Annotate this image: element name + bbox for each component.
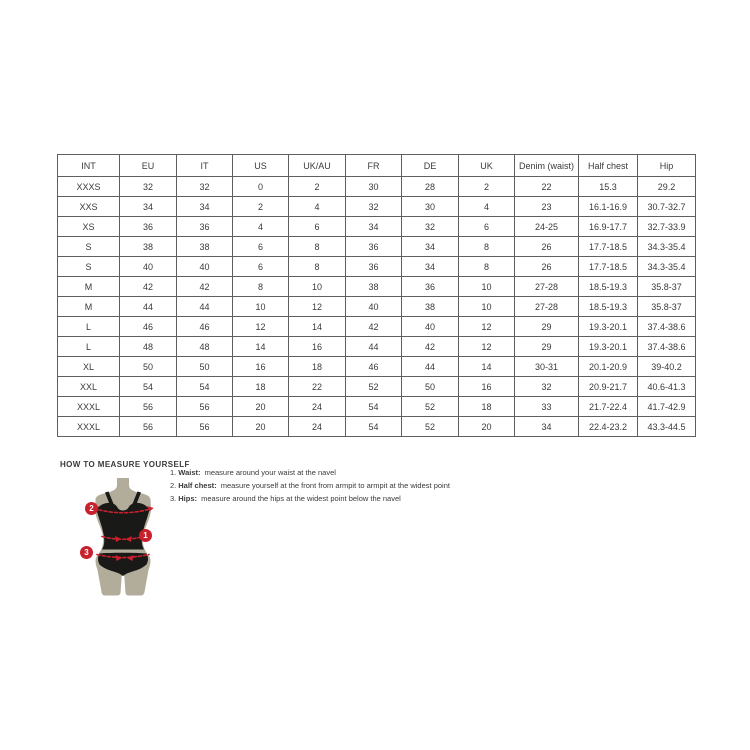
table-cell: 19.3-20.1	[579, 337, 638, 357]
mannequin-illustration	[70, 472, 170, 602]
table-cell: M	[58, 277, 120, 297]
table-cell: 38	[120, 237, 177, 257]
table-cell: 56	[120, 397, 177, 417]
step-number: 1.	[170, 468, 177, 477]
table-cell: 18	[459, 397, 515, 417]
table-cell: 54	[346, 417, 402, 437]
table-cell: 34	[346, 217, 402, 237]
column-header: FR	[346, 155, 402, 177]
table-cell: XXXL	[58, 397, 120, 417]
table-cell: 6	[233, 237, 289, 257]
table-cell: 12	[233, 317, 289, 337]
table-cell: 10	[459, 297, 515, 317]
table-cell: 16.9-17.7	[579, 217, 638, 237]
table-cell: 34	[177, 197, 233, 217]
table-row	[58, 357, 696, 377]
table-cell: 46	[120, 317, 177, 337]
table-cell: 40	[177, 257, 233, 277]
table-row	[58, 257, 696, 277]
measure-step-waist	[170, 469, 500, 478]
column-header: INT	[58, 155, 120, 177]
table-cell: 43.3-44.5	[638, 417, 696, 437]
table-cell: 8	[289, 257, 346, 277]
table-cell: 17.7-18.5	[579, 257, 638, 277]
step-number: 2.	[170, 481, 177, 491]
table-cell: 15.3	[579, 177, 638, 197]
table-cell: XS	[58, 217, 120, 237]
how-to-measure-heading: HOW TO MEASURE YOURSELF	[60, 460, 190, 469]
table-cell: 36	[346, 257, 402, 277]
table-cell: 35.8-37	[638, 297, 696, 317]
table-cell: 34	[515, 417, 579, 437]
table-row	[58, 197, 696, 217]
table-cell: 42	[177, 277, 233, 297]
table-cell: 20	[233, 397, 289, 417]
table-cell: 22	[515, 177, 579, 197]
table-cell: 2	[233, 197, 289, 217]
table-cell: 8	[459, 257, 515, 277]
table-cell: 27-28	[515, 297, 579, 317]
table-cell: 32.7-33.9	[638, 217, 696, 237]
table-cell: 30-31	[515, 357, 579, 377]
table-cell: 32	[402, 217, 459, 237]
table-cell: 2	[459, 177, 515, 197]
table-cell: 17.7-18.5	[579, 237, 638, 257]
size-chart-table	[57, 154, 696, 437]
column-header: IT	[177, 155, 233, 177]
table-cell: XXS	[58, 197, 120, 217]
table-cell: 23	[515, 197, 579, 217]
table-cell: 38	[346, 277, 402, 297]
table-cell: L	[58, 337, 120, 357]
table-cell: 34.3-35.4	[638, 257, 696, 277]
table-cell: 19.3-20.1	[579, 317, 638, 337]
table-row	[58, 237, 696, 257]
table-cell: 34.3-35.4	[638, 237, 696, 257]
table-cell: 44	[402, 357, 459, 377]
table-cell: XXL	[58, 377, 120, 397]
table-cell: 0	[233, 177, 289, 197]
column-header: Hip	[638, 155, 696, 177]
table-row	[58, 297, 696, 317]
table-cell: 38	[177, 237, 233, 257]
table-cell: 44	[346, 337, 402, 357]
column-header: DE	[402, 155, 459, 177]
table-cell: 6	[289, 217, 346, 237]
table-cell: 30.7-32.7	[638, 197, 696, 217]
table-cell: 54	[177, 377, 233, 397]
table-cell: 46	[177, 317, 233, 337]
table-cell: 20.1-20.9	[579, 357, 638, 377]
column-header: US	[233, 155, 289, 177]
table-cell: XXXL	[58, 417, 120, 437]
table-cell: 56	[177, 397, 233, 417]
table-cell: 2	[289, 177, 346, 197]
table-cell: 36	[402, 277, 459, 297]
table-cell: 18	[289, 357, 346, 377]
table-cell: XL	[58, 357, 120, 377]
table-cell: 35.8-37	[638, 277, 696, 297]
table-cell: 14	[289, 317, 346, 337]
step-number: 3.	[170, 494, 177, 504]
table-cell: 36	[120, 217, 177, 237]
table-cell: 6	[459, 217, 515, 237]
table-cell: 48	[120, 337, 177, 357]
table-cell: 40.6-41.3	[638, 377, 696, 397]
table-cell: 52	[346, 377, 402, 397]
table-cell: 27-28	[515, 277, 579, 297]
table-cell: 14	[233, 337, 289, 357]
table-row	[58, 417, 696, 437]
table-cell: 10	[459, 277, 515, 297]
table-cell: 8	[289, 237, 346, 257]
column-header: EU	[120, 155, 177, 177]
table-cell: 18.5-19.3	[579, 277, 638, 297]
table-row	[58, 277, 696, 297]
table-cell: 37.4-38.6	[638, 337, 696, 357]
table-cell: 10	[289, 277, 346, 297]
step-label: Hips:	[178, 494, 198, 504]
table-cell: 24	[289, 397, 346, 417]
table-cell: 44	[177, 297, 233, 317]
measure-step-half-chest	[170, 482, 500, 491]
table-row	[58, 377, 696, 397]
table-cell: 34	[402, 257, 459, 277]
table-cell: M	[58, 297, 120, 317]
step-label: Waist:	[178, 468, 201, 477]
table-cell: 40	[402, 317, 459, 337]
table-row	[58, 177, 696, 197]
table-cell: 16	[233, 357, 289, 377]
table-cell: 6	[233, 257, 289, 277]
table-cell: 34	[120, 197, 177, 217]
table-cell: 22.4-23.2	[579, 417, 638, 437]
table-cell: 32	[177, 177, 233, 197]
column-header: Half chest	[579, 155, 638, 177]
table-cell: 4	[289, 197, 346, 217]
chest-marker-badge: 2	[85, 502, 98, 515]
table-header-row	[58, 155, 696, 177]
table-cell: 12	[459, 317, 515, 337]
table-cell: 46	[346, 357, 402, 377]
table-cell: 42	[346, 317, 402, 337]
table-cell: 54	[346, 397, 402, 417]
measure-step-hips	[170, 495, 500, 504]
table-row	[58, 397, 696, 417]
table-cell: 50	[120, 357, 177, 377]
table-cell: 16	[289, 337, 346, 357]
table-cell: 36	[177, 217, 233, 237]
column-header: Denim (waist)	[515, 155, 579, 177]
table-cell: 50	[402, 377, 459, 397]
table-cell: 42	[120, 277, 177, 297]
table-cell: 38	[402, 297, 459, 317]
table-cell: 12	[459, 337, 515, 357]
table-cell: 48	[177, 337, 233, 357]
table-cell: 32	[120, 177, 177, 197]
table-cell: 40	[346, 297, 402, 317]
table-cell: 36	[346, 237, 402, 257]
step-text: measure around the hips at the widest point below the navel	[199, 494, 401, 504]
table-cell: 56	[120, 417, 177, 437]
table-cell: XXXS	[58, 177, 120, 197]
measure-instructions	[170, 469, 500, 509]
step-text: measure yourself at the front from armpit to armpit at the widest point	[218, 481, 450, 491]
table-row	[58, 317, 696, 337]
table-cell: 4	[233, 217, 289, 237]
table-cell: 20	[459, 417, 515, 437]
table-cell: 56	[177, 417, 233, 437]
table-cell: 22	[289, 377, 346, 397]
table-cell: 37.4-38.6	[638, 317, 696, 337]
table-cell: 12	[289, 297, 346, 317]
table-cell: 29	[515, 337, 579, 357]
table-cell: 30	[402, 197, 459, 217]
table-cell: 28	[402, 177, 459, 197]
table-cell: 16.1-16.9	[579, 197, 638, 217]
table-cell: 40	[120, 257, 177, 277]
table-cell: 18.5-19.3	[579, 297, 638, 317]
table-cell: 34	[402, 237, 459, 257]
waist-marker-badge: 1	[139, 529, 152, 542]
table-cell: 20.9-21.7	[579, 377, 638, 397]
table-cell: 24	[289, 417, 346, 437]
table-cell: 21.7-22.4	[579, 397, 638, 417]
table-cell: 30	[346, 177, 402, 197]
table-cell: 44	[120, 297, 177, 317]
hips-marker-badge: 3	[80, 546, 93, 559]
table-cell: 24-25	[515, 217, 579, 237]
table-cell: S	[58, 237, 120, 257]
step-text: measure around your waist at the navel	[202, 468, 336, 477]
table-cell: 32	[515, 377, 579, 397]
table-cell: 41.7-42.9	[638, 397, 696, 417]
table-row	[58, 337, 696, 357]
table-cell: 18	[233, 377, 289, 397]
table-cell: 54	[120, 377, 177, 397]
table-cell: L	[58, 317, 120, 337]
step-label: Half chest:	[178, 481, 217, 491]
table-cell: 10	[233, 297, 289, 317]
table-cell: 8	[459, 237, 515, 257]
table-row	[58, 217, 696, 237]
table-cell: 33	[515, 397, 579, 417]
table-cell: 52	[402, 417, 459, 437]
table-cell: 29.2	[638, 177, 696, 197]
table-cell: 29	[515, 317, 579, 337]
table-cell: 50	[177, 357, 233, 377]
table-cell: 16	[459, 377, 515, 397]
table-cell: 32	[346, 197, 402, 217]
measurement-figure	[70, 472, 170, 602]
table-cell: 39-40.2	[638, 357, 696, 377]
table-cell: 4	[459, 197, 515, 217]
table-cell: 42	[402, 337, 459, 357]
table-cell: 8	[233, 277, 289, 297]
table-cell: 26	[515, 237, 579, 257]
table-cell: 20	[233, 417, 289, 437]
table-cell: 26	[515, 257, 579, 277]
table-cell: S	[58, 257, 120, 277]
table-cell: 14	[459, 357, 515, 377]
column-header: UK	[459, 155, 515, 177]
table-cell: 52	[402, 397, 459, 417]
column-header: UK/AU	[289, 155, 346, 177]
